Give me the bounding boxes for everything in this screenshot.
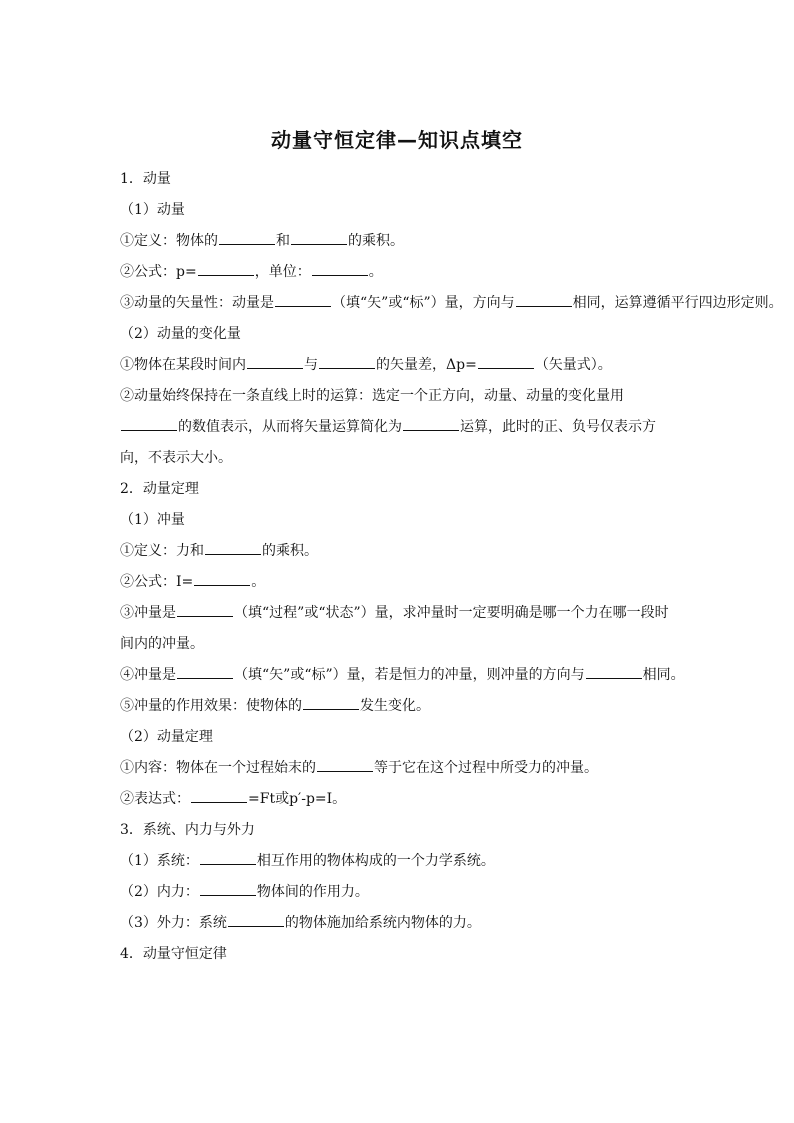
fill-blank[interactable] (312, 258, 368, 276)
text-line (120, 195, 676, 226)
text-line (120, 691, 676, 722)
line-text: ①内容：物体在一个过程始末的 (120, 760, 316, 776)
fill-blank[interactable] (200, 878, 256, 896)
fill-blank[interactable] (291, 227, 347, 245)
text-line (120, 319, 676, 350)
line-text: ③动量的矢量性：动量是 (120, 295, 274, 311)
fill-blank[interactable] (275, 289, 331, 307)
line-text: 3．系统、内力与外力 (120, 822, 255, 838)
line-text: （填“矢”或“标”）量，若是恒力的冲量，则冲量的方向与 (234, 667, 585, 683)
line-text: （1）动量 (120, 202, 185, 218)
text-line (120, 753, 676, 784)
fill-blank[interactable] (194, 568, 250, 586)
text-line (120, 939, 676, 970)
text-line (120, 257, 676, 288)
line-text: 的数值表示，从而将矢量运算简化为 (178, 419, 402, 435)
fill-blank[interactable] (247, 351, 303, 369)
line-text: ②公式： (120, 264, 176, 280)
text-line (120, 474, 676, 505)
text-line (120, 722, 676, 753)
line-text: （填“过程”或“状态”）量，求冲量时一定要明确是哪一个力在哪一段时间内的冲量。 (120, 605, 669, 652)
line-text: 4．动量守恒定律 (120, 946, 227, 962)
fill-blank[interactable] (586, 661, 642, 679)
line-text: 2．动量定理 (120, 481, 199, 497)
line-text: 的物体施加给系统内物体的力。 (284, 915, 481, 931)
fill-blank[interactable] (317, 754, 373, 772)
line-text: 。 (368, 264, 383, 280)
text-line (120, 505, 676, 536)
line-text: （1）系统： (120, 853, 199, 869)
line-text: 与 (304, 357, 318, 373)
line-text: 。 (251, 574, 266, 590)
fill-blank[interactable] (177, 661, 233, 679)
text-line (120, 381, 676, 474)
document-body (120, 164, 783, 970)
line-text: 和 (276, 233, 290, 249)
fill-blank[interactable] (219, 227, 275, 245)
line-text: 发生变化。 (360, 698, 430, 714)
fill-blank[interactable] (516, 289, 572, 307)
line-text: ③冲量是 (120, 605, 176, 621)
fill-blank[interactable] (403, 413, 459, 431)
fill-blank[interactable] (228, 909, 284, 927)
fill-blank[interactable] (205, 537, 261, 555)
line-text: （填“矢”或“标”）量，方向与 (332, 295, 515, 311)
line-text: 的乘积。 (348, 233, 404, 249)
fill-blank[interactable] (121, 413, 177, 431)
fill-blank[interactable] (303, 692, 359, 710)
line-text: 的矢量差，Δp= (376, 357, 477, 373)
line-text: 的乘积。 (262, 543, 318, 559)
line-text: ①物体在某段时间内 (120, 357, 246, 373)
line-text: （矢量式）。 (534, 357, 612, 373)
text-line (120, 846, 676, 877)
fill-blank[interactable] (478, 351, 534, 369)
line-text: ②公式：I= (120, 574, 194, 590)
line-text: （2）内力： (120, 884, 199, 900)
line-text: （2）动量定理 (120, 729, 213, 745)
text-line (120, 784, 676, 815)
line-text: ⑤冲量的作用效果：使物体的 (120, 698, 302, 714)
line-text: 相互作用的物体构成的一个力学系统。 (256, 853, 495, 869)
text-line (120, 815, 676, 846)
line-text: =Ft或p′-p=I。 (248, 791, 347, 807)
line-text: 运算，此时的正、负号仅表示方向，不表示大小。 (120, 419, 656, 466)
text-line (120, 288, 783, 319)
line-text: 相同，运算遵循平行四边形定则。 (572, 295, 783, 311)
line-text: ①定义：物体的 (120, 233, 218, 249)
page-title: 动量守恒定律—知识点填空 (271, 128, 523, 152)
text-line (120, 567, 676, 598)
line-text: （3）外力：系统 (120, 915, 227, 931)
line-text: 相同。 (642, 667, 685, 683)
line-text: ，单位： (254, 264, 311, 280)
text-line (120, 877, 676, 908)
line-text: ④冲量是 (120, 667, 176, 683)
line-text: ①定义：力和 (120, 543, 204, 559)
line-text: 1．动量 (120, 171, 171, 187)
fill-blank[interactable] (200, 847, 256, 865)
text-line (120, 536, 676, 567)
text-line (120, 660, 685, 691)
text-line (120, 908, 676, 939)
text-line (120, 350, 676, 381)
line-text: ②表达式： (120, 791, 190, 807)
fill-blank[interactable] (319, 351, 375, 369)
line-text: ②动量始终保持在一条直线上时的运算：选定一个正方向，动量、动量的变化量用 (120, 388, 624, 404)
line-text: （1）冲量 (120, 512, 185, 528)
fill-blank[interactable] (177, 599, 233, 617)
fill-blank[interactable] (198, 258, 254, 276)
line-text: （2）动量的变化量 (120, 326, 241, 342)
line-text: 等于它在这个过程中所受力的冲量。 (374, 760, 598, 776)
fill-blank[interactable] (191, 785, 247, 803)
line-text: p= (176, 264, 197, 280)
line-text: 物体间的作用力。 (256, 884, 369, 900)
text-line (120, 226, 676, 257)
text-line (120, 164, 676, 195)
text-line (120, 598, 676, 660)
